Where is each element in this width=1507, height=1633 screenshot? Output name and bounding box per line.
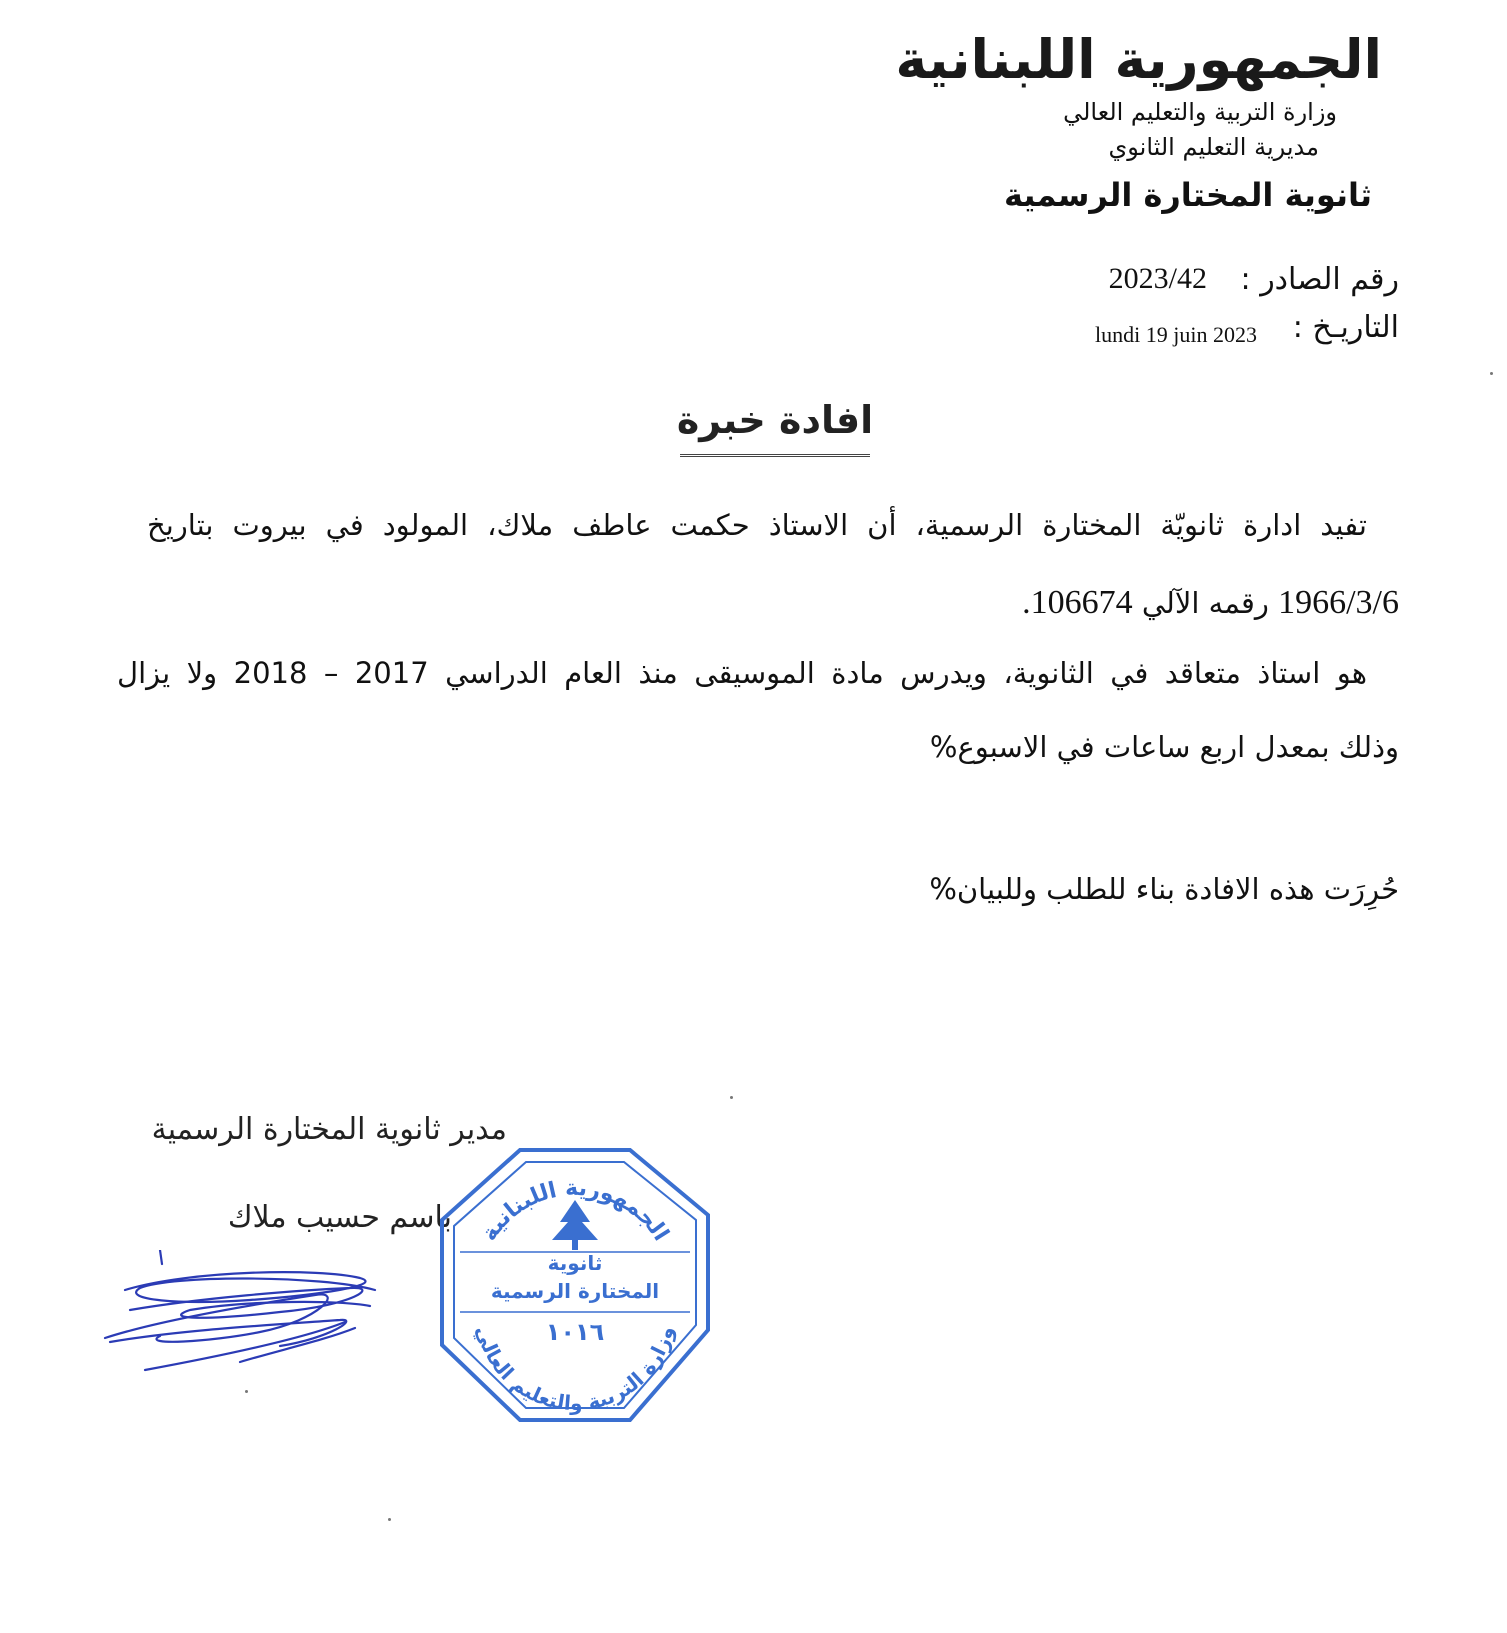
date-label: التاريـخ : xyxy=(1292,310,1399,345)
body-line-4: وذلك بمعدل اربع ساعات في الاسبوع% xyxy=(929,730,1399,764)
scan-speck xyxy=(245,1390,248,1393)
document-title: افادة خبرة xyxy=(676,398,874,442)
seal-bottom-text: وزارة التربية والتعليم العالي xyxy=(471,1322,679,1416)
signer-name: باسم حسيب ملاك xyxy=(227,1200,452,1235)
reference-label: رقم الصادر : xyxy=(1240,262,1399,297)
directorate-name: مديرية التعليم الثانوي xyxy=(1108,133,1319,161)
title-underline xyxy=(680,454,870,457)
country-heading: الجمهورية اللبنانية xyxy=(895,28,1382,91)
scan-speck xyxy=(730,1096,733,1099)
birth-date: 1966/3/6 xyxy=(1278,584,1399,621)
body-line-2 xyxy=(1022,584,1399,622)
official-seal xyxy=(420,1140,730,1430)
body-line-3: هو استاذ متعاقد في الثانوية، ويدرس مادة الموسيقى منذ العام الدراسي 2017 – 2018 ولا يزال xyxy=(117,656,1367,690)
cedar-icon xyxy=(552,1200,598,1250)
scan-speck xyxy=(1490,372,1493,375)
seal-number: ١٠١٦ xyxy=(545,1318,605,1346)
signer-title: مدير ثانوية المختارة الرسمية xyxy=(151,1112,507,1147)
seal-top-text: الجمهورية اللبنانية xyxy=(476,1175,674,1246)
issue-date: lundi 19 juin 2023 xyxy=(1095,322,1257,347)
body-line-1: تفيد ادارة ثانويّة المختارة الرسمية، أن الاستاذ حكمت عاطف ملاك، المولود في بيروت بتاريخ xyxy=(147,508,1367,542)
reference-number: 2023/42 xyxy=(1108,262,1207,295)
school-name: ثانوية المختارة الرسمية xyxy=(1004,176,1372,214)
seal-school-line-2: المختارة الرسمية xyxy=(490,1279,660,1303)
employee-number: 106674. xyxy=(1022,584,1133,621)
seal-school-line-1: ثانوية xyxy=(547,1251,603,1275)
scan-speck xyxy=(388,1518,391,1521)
ministry-name: وزارة التربية والتعليم العالي xyxy=(1063,98,1337,126)
handwritten-signature xyxy=(100,1250,400,1380)
employee-number-label: رقمه الآلي xyxy=(1141,586,1269,620)
body-line-5: حُرِرَت هذه الافادة بناء للطلب وللبيان% xyxy=(929,872,1399,906)
